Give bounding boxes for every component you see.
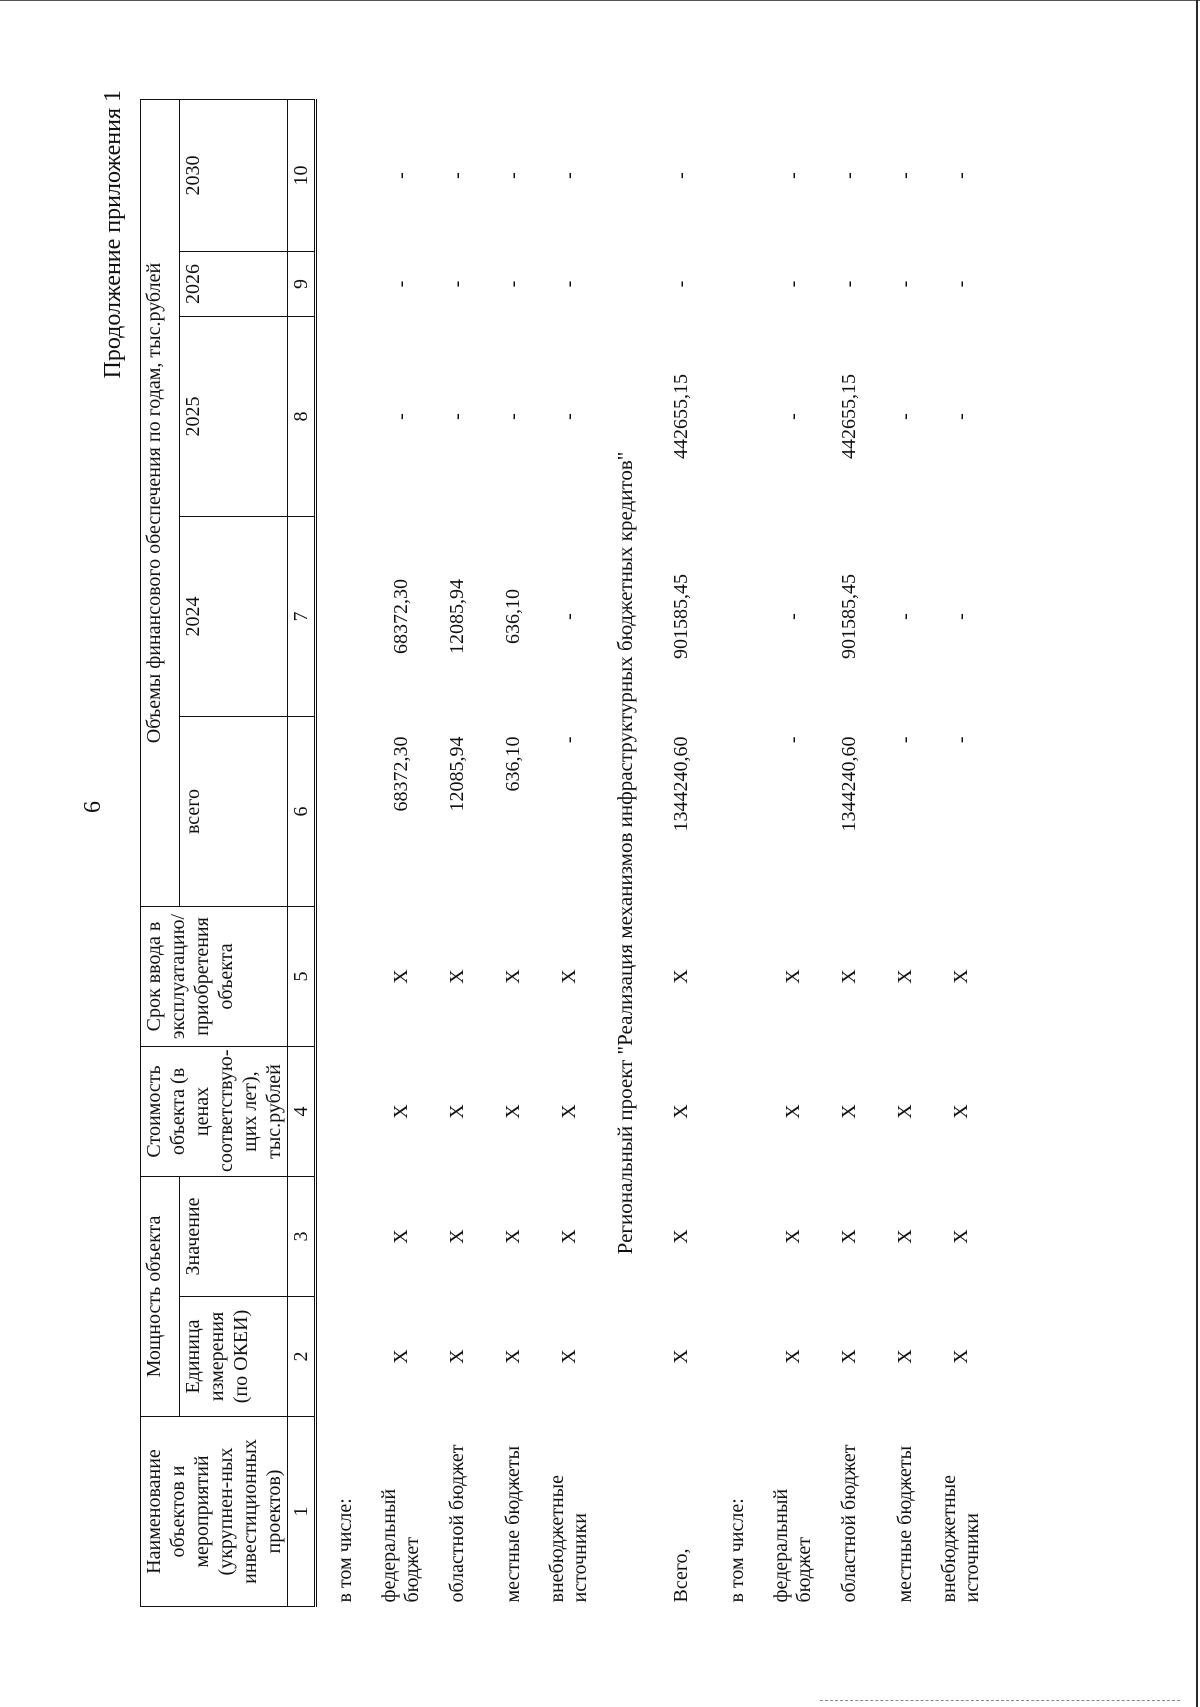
- cell-unit: X: [389, 1349, 412, 1364]
- cell-value: X: [837, 1229, 860, 1244]
- cell-2026: -: [837, 280, 860, 288]
- table-row: [877, 100, 933, 1607]
- cell-2024: 636,10: [501, 589, 524, 644]
- cell-value: X: [389, 1229, 412, 1244]
- cell-2026: -: [445, 280, 468, 288]
- page-number: 6: [80, 801, 106, 813]
- header-total: всего: [179, 717, 287, 907]
- header-commission: Срок ввода в эксплуатацию/ приобретения объекта: [141, 907, 288, 1047]
- table-row: [709, 100, 765, 1607]
- cell-2026: -: [501, 280, 524, 288]
- column-number: 9: [288, 252, 316, 317]
- cell-unit: X: [837, 1349, 860, 1364]
- cell-commission: X: [837, 969, 860, 984]
- row-label: внебюджетные источники: [938, 1475, 983, 1603]
- table-row: [933, 100, 989, 1607]
- header-name: Наименование объектов и мероприятий (укрупнен-ных инвестиционных проектов): [141, 1417, 288, 1607]
- cell-commission: X: [949, 969, 972, 984]
- cell-cost: X: [893, 1104, 916, 1119]
- cell-total: 1344240,60: [669, 736, 692, 832]
- cell-unit: X: [949, 1349, 972, 1364]
- cell-2024: 68372,30: [389, 579, 412, 654]
- cell-unit: X: [893, 1349, 916, 1364]
- cell-commission: X: [501, 969, 524, 984]
- cell-2030: -: [949, 172, 972, 179]
- cell-2025: 442655,15: [669, 374, 692, 459]
- cell-2030: -: [557, 172, 580, 179]
- cell-value: X: [949, 1229, 972, 1244]
- cell-unit: X: [445, 1349, 468, 1364]
- table-row: [485, 100, 541, 1607]
- table-row: [597, 100, 653, 1607]
- cell-cost: X: [781, 1104, 804, 1119]
- header-2025: 2025: [179, 317, 287, 517]
- cell-total: -: [893, 736, 916, 744]
- cell-2025: -: [893, 413, 916, 420]
- row-label: Всего,: [669, 1548, 692, 1603]
- cell-total: -: [949, 736, 972, 744]
- column-number: 6: [288, 717, 316, 907]
- cell-2024: -: [893, 613, 916, 620]
- header-2026: 2026: [179, 252, 287, 317]
- cell-2025: -: [781, 413, 804, 420]
- cell-unit: X: [781, 1349, 804, 1364]
- cell-2025: -: [389, 413, 412, 420]
- cell-total: 636,10: [501, 736, 524, 792]
- cell-2026: -: [389, 280, 412, 288]
- cell-2025: 442655,15: [837, 374, 860, 459]
- header-2024: 2024: [179, 517, 287, 717]
- cell-total: 12085,94: [445, 736, 468, 812]
- cell-commission: X: [893, 969, 916, 984]
- cell-cost: X: [837, 1104, 860, 1119]
- column-number: 4: [288, 1047, 316, 1177]
- cell-2025: -: [445, 413, 468, 420]
- cell-2026: -: [557, 280, 580, 288]
- cell-2024: 901585,45: [669, 574, 692, 659]
- cell-2025: -: [949, 413, 972, 420]
- cell-2024: 901585,45: [837, 574, 860, 659]
- cell-value: X: [557, 1229, 580, 1244]
- column-number: 3: [288, 1177, 316, 1297]
- cell-cost: X: [669, 1104, 692, 1119]
- cell-commission: X: [389, 969, 412, 984]
- cell-commission: X: [669, 969, 692, 984]
- row-label: федеральный бюджет: [770, 1488, 815, 1603]
- column-number: 5: [288, 907, 316, 1047]
- header-funding: Объемы финансового обеспечения по годам, тыс.рублей: [141, 100, 180, 907]
- table-row: [821, 100, 877, 1607]
- cell-2025: -: [501, 413, 524, 420]
- header-cost: Стоимость объекта (в ценах соответствую-щих лет), тыс.рублей: [141, 1047, 288, 1177]
- table-row: [429, 100, 485, 1607]
- header-unit: Единица измерения (по ОКЕИ): [179, 1297, 287, 1417]
- cell-2030: -: [389, 172, 412, 179]
- cell-2030: -: [781, 172, 804, 179]
- table-row: [541, 100, 597, 1607]
- table-row: [316, 100, 374, 1607]
- cell-total: 68372,30: [389, 736, 412, 812]
- continuation-label: Продолжение приложения 1: [100, 90, 126, 379]
- table-row: [765, 100, 821, 1607]
- cell-2030: -: [893, 172, 916, 179]
- row-label: внебюджетные источники: [546, 1475, 591, 1603]
- column-number: 7: [288, 517, 316, 717]
- cell-unit: X: [557, 1349, 580, 1364]
- cell-total: -: [557, 736, 580, 744]
- cell-2024: 12085,94: [445, 579, 468, 654]
- cell-value: X: [501, 1229, 524, 1244]
- cell-commission: X: [781, 969, 804, 984]
- row-label: местные бюджеты: [893, 1445, 916, 1603]
- cell-2026: -: [781, 280, 804, 288]
- cell-cost: X: [949, 1104, 972, 1119]
- including-label: в том числе:: [725, 1498, 748, 1603]
- cell-unit: X: [669, 1349, 692, 1364]
- cell-total: -: [781, 736, 804, 744]
- cell-value: X: [445, 1229, 468, 1244]
- cell-2030: -: [445, 172, 468, 179]
- cell-cost: X: [445, 1104, 468, 1119]
- cell-commission: X: [445, 969, 468, 984]
- cell-cost: X: [557, 1104, 580, 1119]
- column-number: 1: [288, 1417, 316, 1607]
- column-number: 8: [288, 317, 316, 517]
- cell-2024: -: [949, 613, 972, 620]
- cell-2026: -: [893, 280, 916, 288]
- cell-total: 1344240,60: [837, 736, 860, 832]
- row-label: федеральный бюджет: [378, 1488, 423, 1603]
- cell-value: X: [669, 1229, 692, 1244]
- cell-2026: -: [669, 280, 692, 288]
- table-row: [653, 100, 709, 1607]
- header-capacity: Мощность объекта: [141, 1177, 180, 1417]
- cell-unit: X: [501, 1349, 524, 1364]
- header-value: Значение: [179, 1177, 287, 1297]
- cell-2030: -: [669, 172, 692, 179]
- row-label: областной бюджет: [837, 1444, 860, 1603]
- cell-2024: -: [557, 613, 580, 620]
- cell-value: X: [781, 1229, 804, 1244]
- cell-2025: -: [557, 413, 580, 420]
- row-label: местные бюджеты: [501, 1445, 524, 1603]
- cell-2024: -: [781, 613, 804, 620]
- cell-2026: -: [949, 280, 972, 288]
- cell-cost: X: [501, 1104, 524, 1119]
- header-2030: 2030: [179, 100, 287, 252]
- financing-table: [140, 99, 989, 1607]
- cell-2030: -: [837, 172, 860, 179]
- section-title: Региональный проект "Реализация механизмов инфраструктурных бюджетных кредитов": [612, 451, 637, 1255]
- column-number: 10: [288, 100, 316, 252]
- cell-commission: X: [557, 969, 580, 984]
- cell-cost: X: [389, 1104, 412, 1119]
- cell-value: X: [893, 1229, 916, 1244]
- row-label: областной бюджет: [445, 1444, 468, 1603]
- table-row: [373, 100, 429, 1607]
- including-label: в том числе:: [333, 1498, 356, 1603]
- cell-2030: -: [501, 172, 524, 179]
- column-number: 2: [288, 1297, 316, 1417]
